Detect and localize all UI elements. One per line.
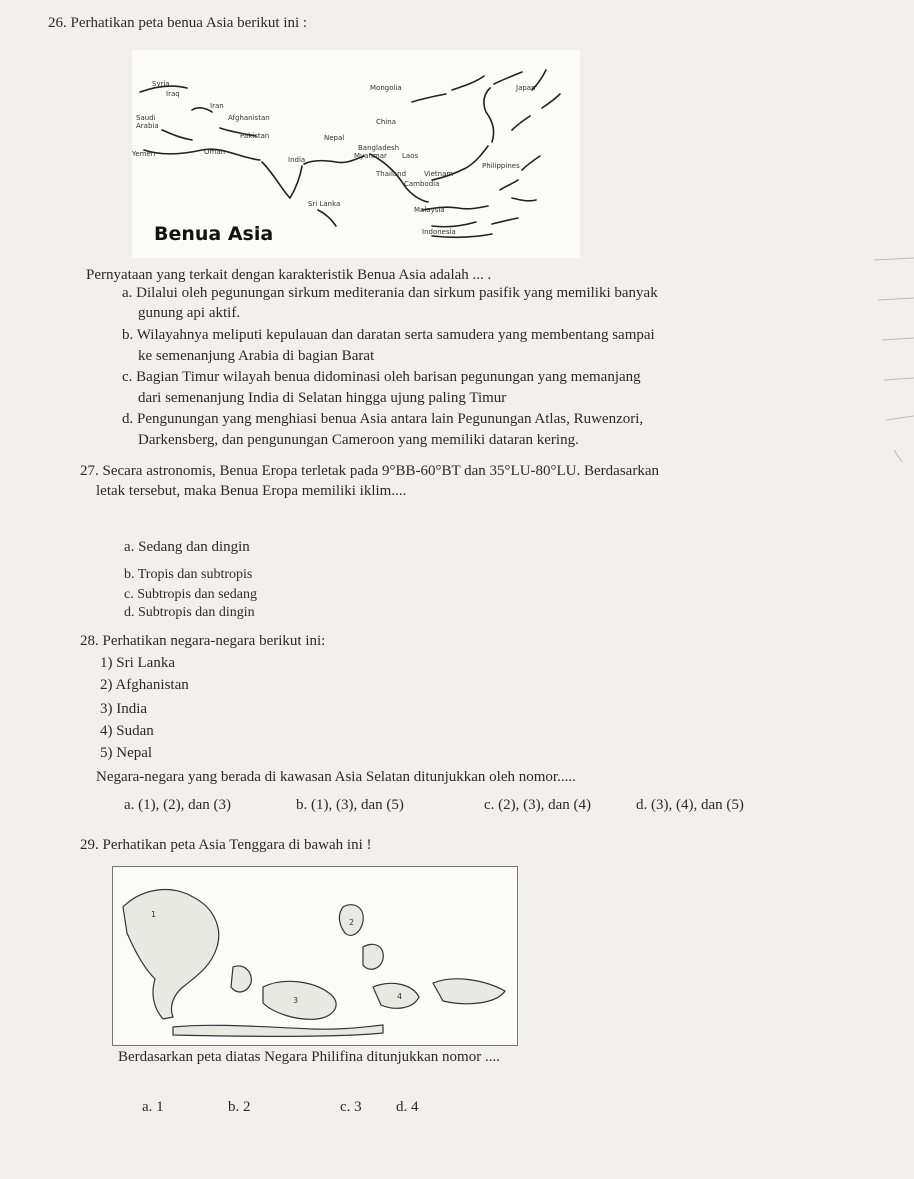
svg-text:Cambodia: Cambodia: [404, 180, 440, 188]
svg-text:Mongolia: Mongolia: [370, 84, 402, 92]
q28-item-1: 1) Sri Lanka: [100, 655, 175, 671]
q26-stem: Pernyataan yang terkait dengan karakteristik Benua Asia adalah ... .: [86, 267, 492, 283]
map-number-2: 2: [349, 918, 355, 927]
page-edge-marks: [874, 240, 914, 540]
q26-option-a-line1: a. Dilalui oleh pegunungan sirkum mediterania dan sirkum pasifik yang memiliki banyak: [122, 285, 658, 301]
q26-option-c-line1: c. Bagian Timur wilayah benua didominasi oleh barisan pegunungan yang memanjang: [122, 369, 641, 385]
svg-text:Bangladesh: Bangladesh: [358, 144, 400, 152]
q27-option-c: c. Subtropis dan sedang: [124, 587, 257, 602]
q26-heading: 26. Perhatikan peta benua Asia berikut ini :: [48, 15, 308, 31]
q28-item-5: 5) Nepal: [100, 745, 153, 761]
q29-option-c: c. 3: [340, 1099, 362, 1115]
q27-option-a: a. Sedang dan dingin: [124, 539, 250, 555]
southeast-asia-map: [112, 866, 518, 1046]
svg-text:Indonesia: Indonesia: [422, 228, 456, 236]
svg-text:Syria: Syria: [152, 80, 170, 88]
q27-option-d: d. Subtropis dan dingin: [124, 605, 255, 620]
svg-text:Japan: Japan: [516, 84, 536, 92]
q28-option-a: a. (1), (2), dan (3): [124, 797, 232, 813]
q26-option-a-line2: gunung api aktif.: [138, 305, 241, 321]
svg-text:Philippines: Philippines: [482, 162, 520, 170]
map-number-1: 1: [151, 910, 157, 919]
q26-option-d-line2: Darkensberg, dan pengunungan Cameroon yang memiliki dataran kering.: [138, 432, 579, 448]
svg-text:Afghanistan: Afghanistan: [228, 114, 270, 122]
q29-heading: 29. Perhatikan peta Asia Tenggara di bawah ini !: [80, 837, 372, 853]
q28-item-3: 3) India: [100, 701, 148, 717]
q28-heading: 28. Perhatikan negara-negara berikut ini:: [80, 633, 326, 649]
svg-text:Nepal: Nepal: [324, 134, 345, 142]
q29-stem: Berdasarkan peta diatas Negara Philifina ditunjukkan nomor ....: [118, 1049, 500, 1065]
svg-text:Thailand: Thailand: [376, 170, 407, 178]
q27-line1: 27. Secara astronomis, Benua Eropa terletak pada 9°BB-60°BT dan 35°LU-80°LU. Berdasarkan: [80, 463, 659, 479]
map-number-3: 3: [293, 996, 299, 1005]
q28-option-c: c. (2), (3), dan (4): [484, 797, 592, 813]
q29-option-d: d. 4: [396, 1099, 419, 1115]
svg-text:Arabia: Arabia: [136, 122, 159, 130]
q26-option-b-line1: b. Wilayahnya meliputi kepulauan dan daratan serta samudera yang membentang sampai: [122, 327, 655, 343]
q28-option-b: b. (1), (3), dan (5): [296, 797, 404, 813]
svg-text:Vietnam: Vietnam: [424, 170, 454, 178]
q27-option-b: b. Tropis dan subtropis: [124, 567, 253, 582]
svg-text:Laos: Laos: [402, 152, 419, 160]
svg-text:Iraq: Iraq: [166, 90, 180, 98]
svg-text:Malaysia: Malaysia: [414, 206, 445, 214]
q29-option-a: a. 1: [142, 1099, 164, 1115]
q28-option-d: d. (3), (4), dan (5): [636, 797, 744, 813]
asia-map: [132, 50, 580, 258]
svg-text:Saudi: Saudi: [136, 114, 156, 122]
svg-text:Yemen: Yemen: [132, 150, 156, 158]
svg-text:Pakistan: Pakistan: [240, 132, 270, 140]
svg-text:China: China: [376, 118, 396, 126]
svg-text:Sri Lanka: Sri Lanka: [308, 200, 341, 208]
q26-option-d-line1: d. Pengunungan yang menghiasi benua Asia antara lain Pegunungan Atlas, Ruwenzori,: [122, 411, 644, 427]
q28-item-4: 4) Sudan: [100, 723, 154, 739]
q29-option-b: b. 2: [228, 1099, 251, 1115]
svg-text:Myanmar: Myanmar: [354, 152, 387, 160]
svg-text:Iran: Iran: [210, 102, 224, 110]
q27-line2: letak tersebut, maka Benua Eropa memiliki iklim....: [96, 483, 407, 499]
asia-map-drawing: [132, 50, 580, 258]
svg-text:Oman: Oman: [204, 148, 226, 156]
q28-item-2: 2) Afghanistan: [100, 677, 189, 693]
svg-text:Benua Asia: Benua Asia: [154, 223, 274, 245]
q26-option-c-line2: dari semenanjung India di Selatan hingga ujung paling Timur: [138, 390, 507, 406]
q28-stem: Negara-negara yang berada di kawasan Asia Selatan ditunjukkan oleh nomor.....: [96, 769, 576, 785]
southeast-asia-map-drawing: [113, 867, 517, 1045]
svg-text:India: India: [288, 156, 306, 164]
q26-option-b-line2: ke semenanjung Arabia di bagian Barat: [138, 348, 375, 364]
map-number-4: 4: [397, 992, 403, 1001]
